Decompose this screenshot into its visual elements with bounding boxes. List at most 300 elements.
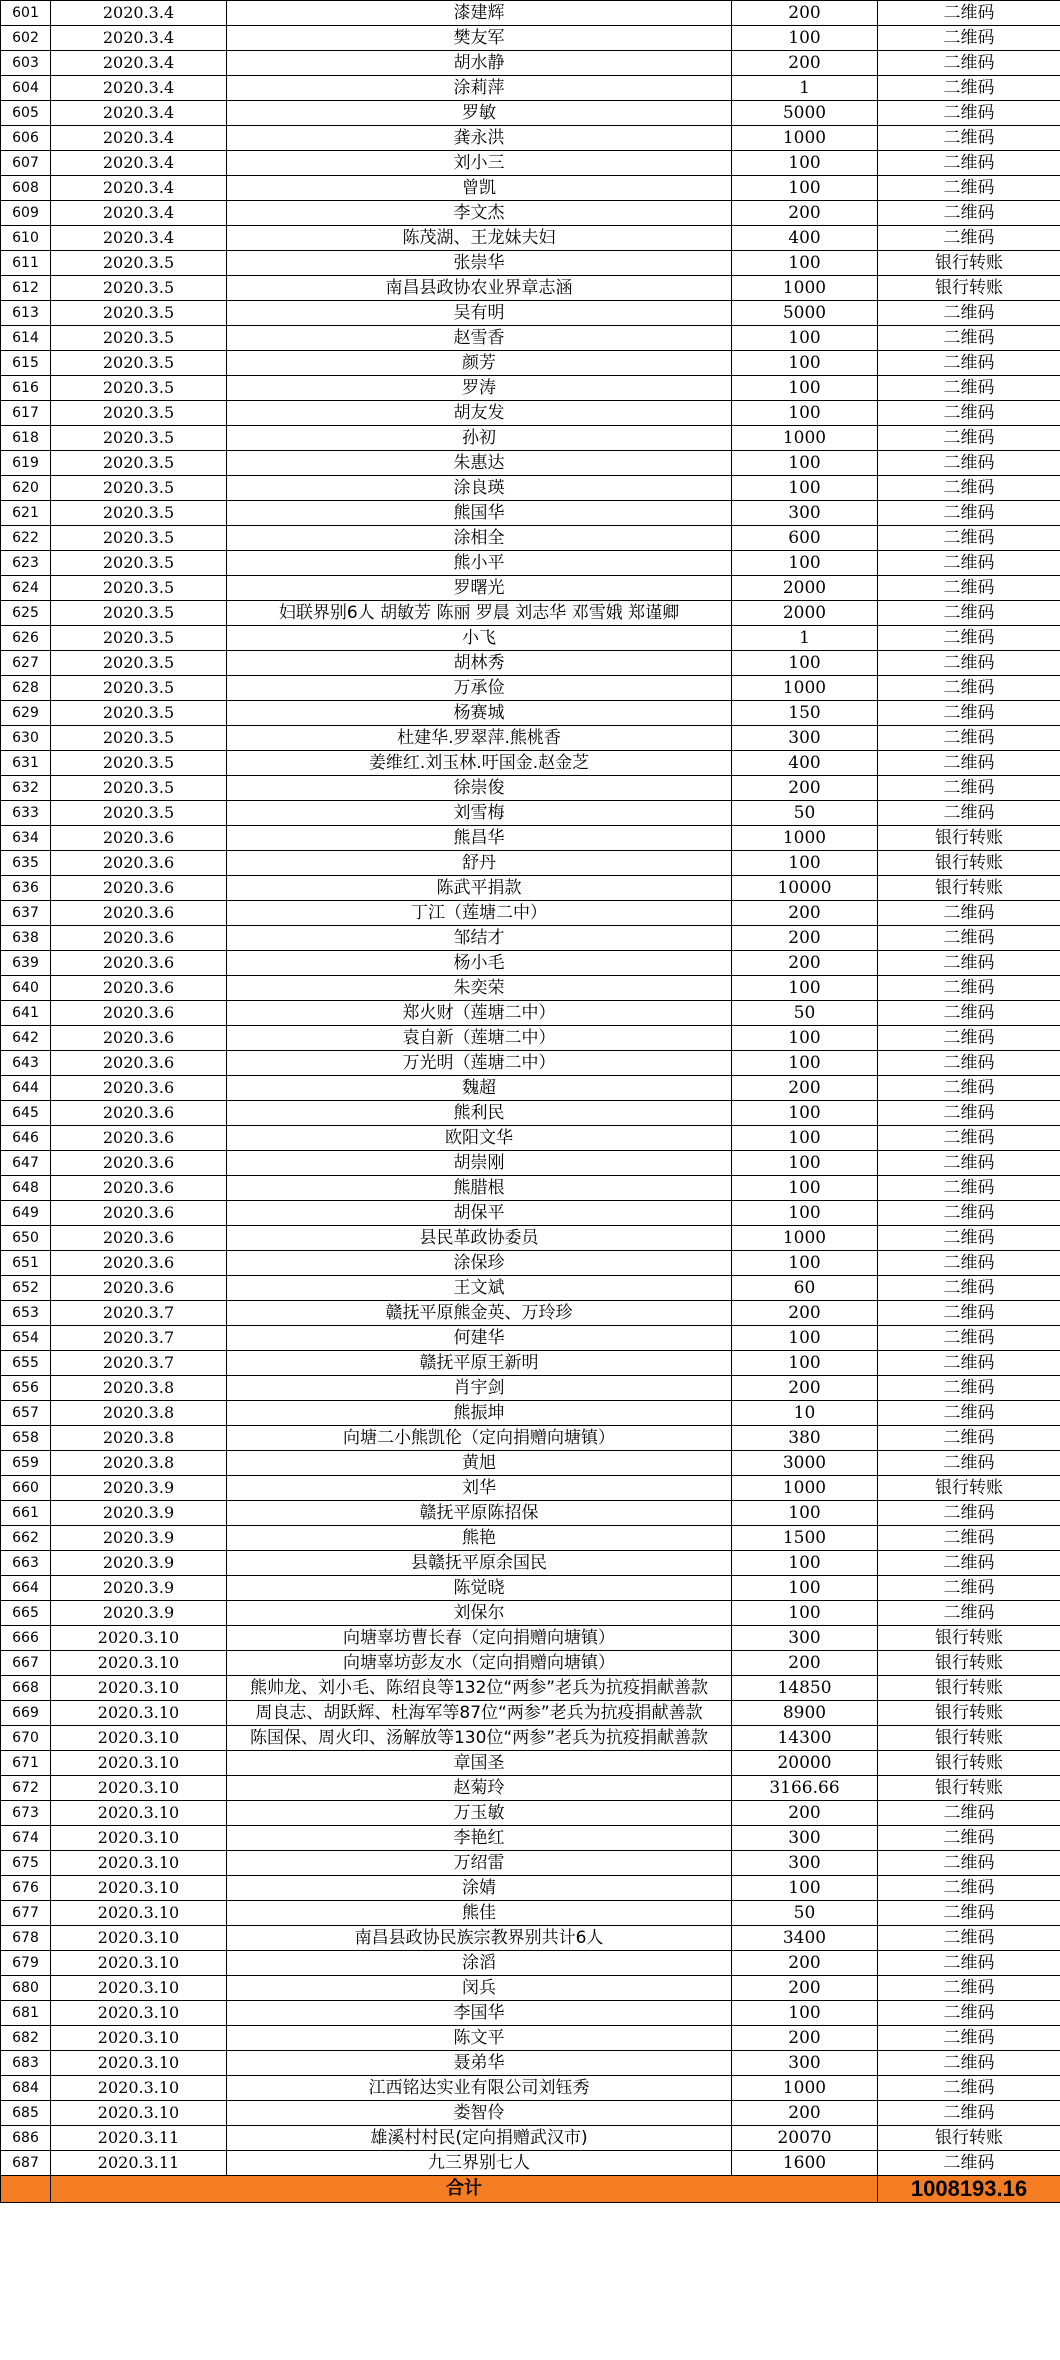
payment-method: 银行转账 [878, 851, 1060, 876]
table-row [1, 2026, 1060, 2051]
donation-date: 2020.3.5 [51, 551, 227, 576]
donation-amount: 14300 [732, 1726, 878, 1751]
donation-amount: 200 [732, 1376, 878, 1401]
table-row [1, 226, 1060, 251]
payment-method: 二维码 [878, 551, 1060, 576]
payment-method: 银行转账 [878, 1651, 1060, 1676]
donor-name: 赵雪香 [227, 326, 732, 351]
payment-method: 银行转账 [878, 1726, 1060, 1751]
row-number: 635 [1, 851, 51, 876]
donor-name: 熊佳 [227, 1901, 732, 1926]
table-row [1, 26, 1060, 51]
donation-amount: 100 [732, 326, 878, 351]
table-row [1, 801, 1060, 826]
donor-name: 涂良瑛 [227, 476, 732, 501]
payment-method: 二维码 [878, 2151, 1060, 2176]
table-row [1, 1326, 1060, 1351]
payment-method: 二维码 [878, 451, 1060, 476]
table-row [1, 1701, 1060, 1726]
payment-method: 二维码 [878, 476, 1060, 501]
row-number: 675 [1, 1851, 51, 1876]
donation-date: 2020.3.8 [51, 1451, 227, 1476]
donation-date: 2020.3.5 [51, 651, 227, 676]
row-number: 622 [1, 526, 51, 551]
donor-name: 向塘辜坊彭友水（定向捐赠向塘镇） [227, 1651, 732, 1676]
donor-name: 万承俭 [227, 676, 732, 701]
table-row [1, 1626, 1060, 1651]
donor-name: 胡水静 [227, 51, 732, 76]
table-row [1, 501, 1060, 526]
donation-amount: 1000 [732, 826, 878, 851]
donor-name: 朱奕荣 [227, 976, 732, 1001]
donation-date: 2020.3.4 [51, 151, 227, 176]
payment-method: 银行转账 [878, 251, 1060, 276]
donation-date: 2020.3.5 [51, 626, 227, 651]
payment-method: 二维码 [878, 326, 1060, 351]
donor-name: 胡保平 [227, 1201, 732, 1226]
payment-method: 银行转账 [878, 276, 1060, 301]
donation-date: 2020.3.5 [51, 426, 227, 451]
payment-method: 二维码 [878, 951, 1060, 976]
donor-name: 熊腊根 [227, 1176, 732, 1201]
donor-name: 刘华 [227, 1476, 732, 1501]
row-number: 650 [1, 1226, 51, 1251]
donor-name: 胡崇刚 [227, 1151, 732, 1176]
row-number: 617 [1, 401, 51, 426]
payment-method: 银行转账 [878, 2126, 1060, 2151]
row-number: 621 [1, 501, 51, 526]
table-row [1, 1951, 1060, 1976]
table-row [1, 1501, 1060, 1526]
table-row [1, 176, 1060, 201]
donation-amount: 100 [732, 1176, 878, 1201]
table-row [1, 1351, 1060, 1376]
table-row [1, 1526, 1060, 1551]
table-row [1, 301, 1060, 326]
row-number: 642 [1, 1026, 51, 1051]
row-number: 664 [1, 1576, 51, 1601]
table-row [1, 1801, 1060, 1826]
donor-name: 郑火财（莲塘二中） [227, 1001, 732, 1026]
donation-amount: 1 [732, 626, 878, 651]
table-row [1, 2001, 1060, 2026]
donation-amount: 8900 [732, 1701, 878, 1726]
table-row [1, 1601, 1060, 1626]
payment-method: 二维码 [878, 1201, 1060, 1226]
donation-date: 2020.3.6 [51, 1276, 227, 1301]
donation-amount: 100 [732, 1576, 878, 1601]
donor-name: 罗涛 [227, 376, 732, 401]
donation-amount: 100 [732, 851, 878, 876]
payment-method: 二维码 [878, 76, 1060, 101]
payment-method: 二维码 [878, 526, 1060, 551]
payment-method: 二维码 [878, 1226, 1060, 1251]
payment-method: 二维码 [878, 1576, 1060, 1601]
table-row [1, 751, 1060, 776]
row-number: 610 [1, 226, 51, 251]
donor-name: 陈觉晓 [227, 1576, 732, 1601]
row-number: 655 [1, 1351, 51, 1376]
donation-amount: 200 [732, 901, 878, 926]
payment-method: 二维码 [878, 626, 1060, 651]
table-row [1, 1, 1060, 26]
donation-date: 2020.3.5 [51, 701, 227, 726]
row-number: 615 [1, 351, 51, 376]
donation-date: 2020.3.6 [51, 926, 227, 951]
table-row [1, 101, 1060, 126]
donation-date: 2020.3.5 [51, 751, 227, 776]
row-number: 685 [1, 2101, 51, 2126]
donation-date: 2020.3.9 [51, 1526, 227, 1551]
donor-name: 熊利民 [227, 1101, 732, 1126]
row-number: 661 [1, 1501, 51, 1526]
donation-amount: 200 [732, 51, 878, 76]
payment-method: 二维码 [878, 1826, 1060, 1851]
donation-date: 2020.3.10 [51, 1701, 227, 1726]
donor-name: 陈国保、周火印、汤解放等130位“两参”老兵为抗疫捐献善款 [227, 1726, 732, 1751]
table-row [1, 826, 1060, 851]
donation-date: 2020.3.4 [51, 101, 227, 126]
donation-amount: 100 [732, 1051, 878, 1076]
donor-name: 熊国华 [227, 501, 732, 526]
table-row [1, 1401, 1060, 1426]
row-number: 679 [1, 1951, 51, 1976]
payment-method: 二维码 [878, 151, 1060, 176]
row-number: 652 [1, 1276, 51, 1301]
payment-method: 二维码 [878, 801, 1060, 826]
donation-date: 2020.3.6 [51, 1051, 227, 1076]
payment-method: 银行转账 [878, 1776, 1060, 1801]
row-number: 682 [1, 2026, 51, 2051]
donation-amount: 60 [732, 1276, 878, 1301]
payment-method: 二维码 [878, 1551, 1060, 1576]
row-number: 673 [1, 1801, 51, 1826]
donor-name: 舒丹 [227, 851, 732, 876]
donation-amount: 200 [732, 2026, 878, 2051]
table-row [1, 426, 1060, 451]
donation-amount: 300 [732, 501, 878, 526]
payment-method: 二维码 [878, 1376, 1060, 1401]
payment-method: 二维码 [878, 26, 1060, 51]
donation-date: 2020.3.8 [51, 1376, 227, 1401]
payment-method: 二维码 [878, 1326, 1060, 1351]
table-row [1, 1776, 1060, 1801]
donation-date: 2020.3.4 [51, 201, 227, 226]
payment-method: 二维码 [878, 1951, 1060, 1976]
row-number: 618 [1, 426, 51, 451]
row-number: 601 [1, 1, 51, 26]
table-row [1, 1126, 1060, 1151]
row-number: 634 [1, 826, 51, 851]
donation-amount: 100 [732, 651, 878, 676]
donation-date: 2020.3.10 [51, 1901, 227, 1926]
donation-amount: 100 [732, 26, 878, 51]
donation-amount: 200 [732, 1951, 878, 1976]
table-row [1, 1101, 1060, 1126]
row-number: 644 [1, 1076, 51, 1101]
donation-date: 2020.3.10 [51, 1951, 227, 1976]
donation-date: 2020.3.5 [51, 576, 227, 601]
payment-method: 二维码 [878, 2051, 1060, 2076]
donation-date: 2020.3.9 [51, 1551, 227, 1576]
payment-method: 二维码 [878, 501, 1060, 526]
row-number: 608 [1, 176, 51, 201]
row-number: 678 [1, 1926, 51, 1951]
payment-method: 二维码 [878, 51, 1060, 76]
table-row [1, 1001, 1060, 1026]
donation-amount: 100 [732, 1101, 878, 1126]
donor-name: 万绍雷 [227, 1851, 732, 1876]
table-row [1, 1726, 1060, 1751]
donation-amount: 100 [732, 251, 878, 276]
payment-method: 二维码 [878, 201, 1060, 226]
donation-date: 2020.3.5 [51, 676, 227, 701]
table-row [1, 1651, 1060, 1676]
donation-date: 2020.3.10 [51, 1751, 227, 1776]
donor-name: 向塘二小熊凯伦（定向捐赠向塘镇） [227, 1426, 732, 1451]
donation-date: 2020.3.10 [51, 2001, 227, 2026]
donor-name: 赣抚平原王新明 [227, 1351, 732, 1376]
donation-amount: 3400 [732, 1926, 878, 1951]
payment-method: 二维码 [878, 176, 1060, 201]
payment-method: 二维码 [878, 1151, 1060, 1176]
donation-date: 2020.3.10 [51, 1826, 227, 1851]
donation-date: 2020.3.5 [51, 276, 227, 301]
donation-amount: 400 [732, 226, 878, 251]
row-number: 657 [1, 1401, 51, 1426]
row-number: 604 [1, 76, 51, 101]
row-number: 669 [1, 1701, 51, 1726]
row-number: 620 [1, 476, 51, 501]
payment-method: 二维码 [878, 1276, 1060, 1301]
donation-date: 2020.3.10 [51, 1651, 227, 1676]
donor-name: 陈武平捐款 [227, 876, 732, 901]
payment-method: 二维码 [878, 1301, 1060, 1326]
donor-name: 熊小平 [227, 551, 732, 576]
donation-amount: 100 [732, 176, 878, 201]
row-number: 676 [1, 1876, 51, 1901]
payment-method: 二维码 [878, 1801, 1060, 1826]
payment-method: 二维码 [878, 126, 1060, 151]
donation-amount: 100 [732, 1126, 878, 1151]
table-row [1, 76, 1060, 101]
donation-amount: 150 [732, 701, 878, 726]
table-row [1, 551, 1060, 576]
donor-name: 李艳红 [227, 1826, 732, 1851]
donation-date: 2020.3.6 [51, 876, 227, 901]
donation-date: 2020.3.7 [51, 1326, 227, 1351]
donation-date: 2020.3.5 [51, 401, 227, 426]
donor-name: 涂滔 [227, 1951, 732, 1976]
donor-name: 李文杰 [227, 201, 732, 226]
donation-date: 2020.3.4 [51, 1, 227, 26]
row-number: 640 [1, 976, 51, 1001]
table-row [1, 951, 1060, 976]
row-number: 656 [1, 1376, 51, 1401]
donor-name: 李国华 [227, 2001, 732, 2026]
donor-name: 闵兵 [227, 1976, 732, 2001]
donor-name: 熊振坤 [227, 1401, 732, 1426]
payment-method: 二维码 [878, 776, 1060, 801]
donation-amount: 100 [732, 1326, 878, 1351]
payment-method: 二维码 [878, 576, 1060, 601]
table-row [1, 601, 1060, 626]
row-number: 639 [1, 951, 51, 976]
donation-date: 2020.3.10 [51, 1626, 227, 1651]
donation-amount: 600 [732, 526, 878, 551]
row-number: 637 [1, 901, 51, 926]
payment-method: 二维码 [878, 351, 1060, 376]
payment-method: 二维码 [878, 401, 1060, 426]
donor-name: 陈文平 [227, 2026, 732, 2051]
payment-method: 银行转账 [878, 1701, 1060, 1726]
donation-date: 2020.3.6 [51, 951, 227, 976]
donation-date: 2020.3.7 [51, 1301, 227, 1326]
total-amount: 1008193.16 [878, 2176, 1060, 2203]
donation-date: 2020.3.6 [51, 1151, 227, 1176]
row-number: 684 [1, 2076, 51, 2101]
donor-name: 黄旭 [227, 1451, 732, 1476]
table-row [1, 326, 1060, 351]
donor-name: 娄智伶 [227, 2101, 732, 2126]
table-row [1, 476, 1060, 501]
donor-name: 罗曙光 [227, 576, 732, 601]
row-number: 607 [1, 151, 51, 176]
row-number: 654 [1, 1326, 51, 1351]
table-row [1, 401, 1060, 426]
table-row [1, 1026, 1060, 1051]
donation-amount: 50 [732, 1001, 878, 1026]
donor-name: 小飞 [227, 626, 732, 651]
donation-date: 2020.3.10 [51, 1926, 227, 1951]
row-number: 653 [1, 1301, 51, 1326]
row-number: 677 [1, 1901, 51, 1926]
table-row [1, 1576, 1060, 1601]
donation-date: 2020.3.5 [51, 376, 227, 401]
donation-date: 2020.3.5 [51, 601, 227, 626]
donation-amount: 20070 [732, 2126, 878, 2151]
payment-method: 二维码 [878, 901, 1060, 926]
row-number: 651 [1, 1251, 51, 1276]
payment-method: 二维码 [878, 101, 1060, 126]
donation-amount: 3166.66 [732, 1776, 878, 1801]
payment-method: 二维码 [878, 651, 1060, 676]
table-row [1, 1051, 1060, 1076]
donor-name: 袁自新（莲塘二中） [227, 1026, 732, 1051]
row-number: 611 [1, 251, 51, 276]
donor-name: 赵菊玲 [227, 1776, 732, 1801]
donation-amount: 14850 [732, 1676, 878, 1701]
table-row [1, 1976, 1060, 2001]
donor-name: 熊昌华 [227, 826, 732, 851]
table-row [1, 726, 1060, 751]
table-row [1, 651, 1060, 676]
donor-name: 涂婧 [227, 1876, 732, 1901]
donor-name: 魏超 [227, 1076, 732, 1101]
donation-amount: 3000 [732, 1451, 878, 1476]
payment-method: 二维码 [878, 601, 1060, 626]
donation-amount: 300 [732, 1851, 878, 1876]
donation-amount: 100 [732, 1551, 878, 1576]
donor-name: 胡友发 [227, 401, 732, 426]
donation-amount: 100 [732, 351, 878, 376]
payment-method: 二维码 [878, 1176, 1060, 1201]
donation-amount: 1000 [732, 1226, 878, 1251]
donation-date: 2020.3.10 [51, 1801, 227, 1826]
donor-name: 肖宇剑 [227, 1376, 732, 1401]
donation-date: 2020.3.5 [51, 451, 227, 476]
donation-date: 2020.3.5 [51, 726, 227, 751]
table-row [1, 901, 1060, 926]
row-number: 623 [1, 551, 51, 576]
donation-date: 2020.3.6 [51, 1101, 227, 1126]
table-row [1, 51, 1060, 76]
donation-amount: 5000 [732, 101, 878, 126]
row-number: 680 [1, 1976, 51, 2001]
donor-name: 樊友军 [227, 26, 732, 51]
donor-name: 姜维红.刘玉林.吁国金.赵金芝 [227, 751, 732, 776]
donation-date: 2020.3.8 [51, 1426, 227, 1451]
row-number: 616 [1, 376, 51, 401]
row-number: 628 [1, 676, 51, 701]
donor-name: 赣抚平原陈招保 [227, 1501, 732, 1526]
donation-amount: 100 [732, 976, 878, 1001]
row-number: 665 [1, 1601, 51, 1626]
donation-date: 2020.3.4 [51, 126, 227, 151]
donor-name: 吴有明 [227, 301, 732, 326]
total-row [1, 2176, 1060, 2203]
donor-name: 赣抚平原熊金英、万玲珍 [227, 1301, 732, 1326]
donation-amount: 100 [732, 1601, 878, 1626]
donor-name: 万玉敏 [227, 1801, 732, 1826]
donation-amount: 1000 [732, 676, 878, 701]
donation-date: 2020.3.10 [51, 1776, 227, 1801]
payment-method: 银行转账 [878, 876, 1060, 901]
donation-amount: 300 [732, 2051, 878, 2076]
payment-method: 二维码 [878, 1926, 1060, 1951]
donation-amount: 100 [732, 1251, 878, 1276]
table-row [1, 1301, 1060, 1326]
row-number: 636 [1, 876, 51, 901]
table-row [1, 1151, 1060, 1176]
row-number: 645 [1, 1101, 51, 1126]
payment-method: 二维码 [878, 1, 1060, 26]
donation-date: 2020.3.10 [51, 1851, 227, 1876]
donation-date: 2020.3.6 [51, 1251, 227, 1276]
row-number: 629 [1, 701, 51, 726]
payment-method: 二维码 [878, 301, 1060, 326]
table-row [1, 2151, 1060, 2176]
donation-date: 2020.3.10 [51, 2076, 227, 2101]
donor-name: 涂相全 [227, 526, 732, 551]
donor-name: 章国圣 [227, 1751, 732, 1776]
table-row [1, 1076, 1060, 1101]
row-number: 602 [1, 26, 51, 51]
row-number: 612 [1, 276, 51, 301]
donation-amount: 200 [732, 1976, 878, 2001]
row-number: 643 [1, 1051, 51, 1076]
donor-name: 熊艳 [227, 1526, 732, 1551]
payment-method: 二维码 [878, 1601, 1060, 1626]
row-number: 641 [1, 1001, 51, 1026]
payment-method: 银行转账 [878, 1476, 1060, 1501]
donation-date: 2020.3.6 [51, 1201, 227, 1226]
table-row [1, 351, 1060, 376]
donor-name: 向塘辜坊曹长春（定向捐赠向塘镇） [227, 1626, 732, 1651]
donation-amount: 1000 [732, 1476, 878, 1501]
payment-method: 二维码 [878, 2001, 1060, 2026]
payment-method: 二维码 [878, 726, 1060, 751]
